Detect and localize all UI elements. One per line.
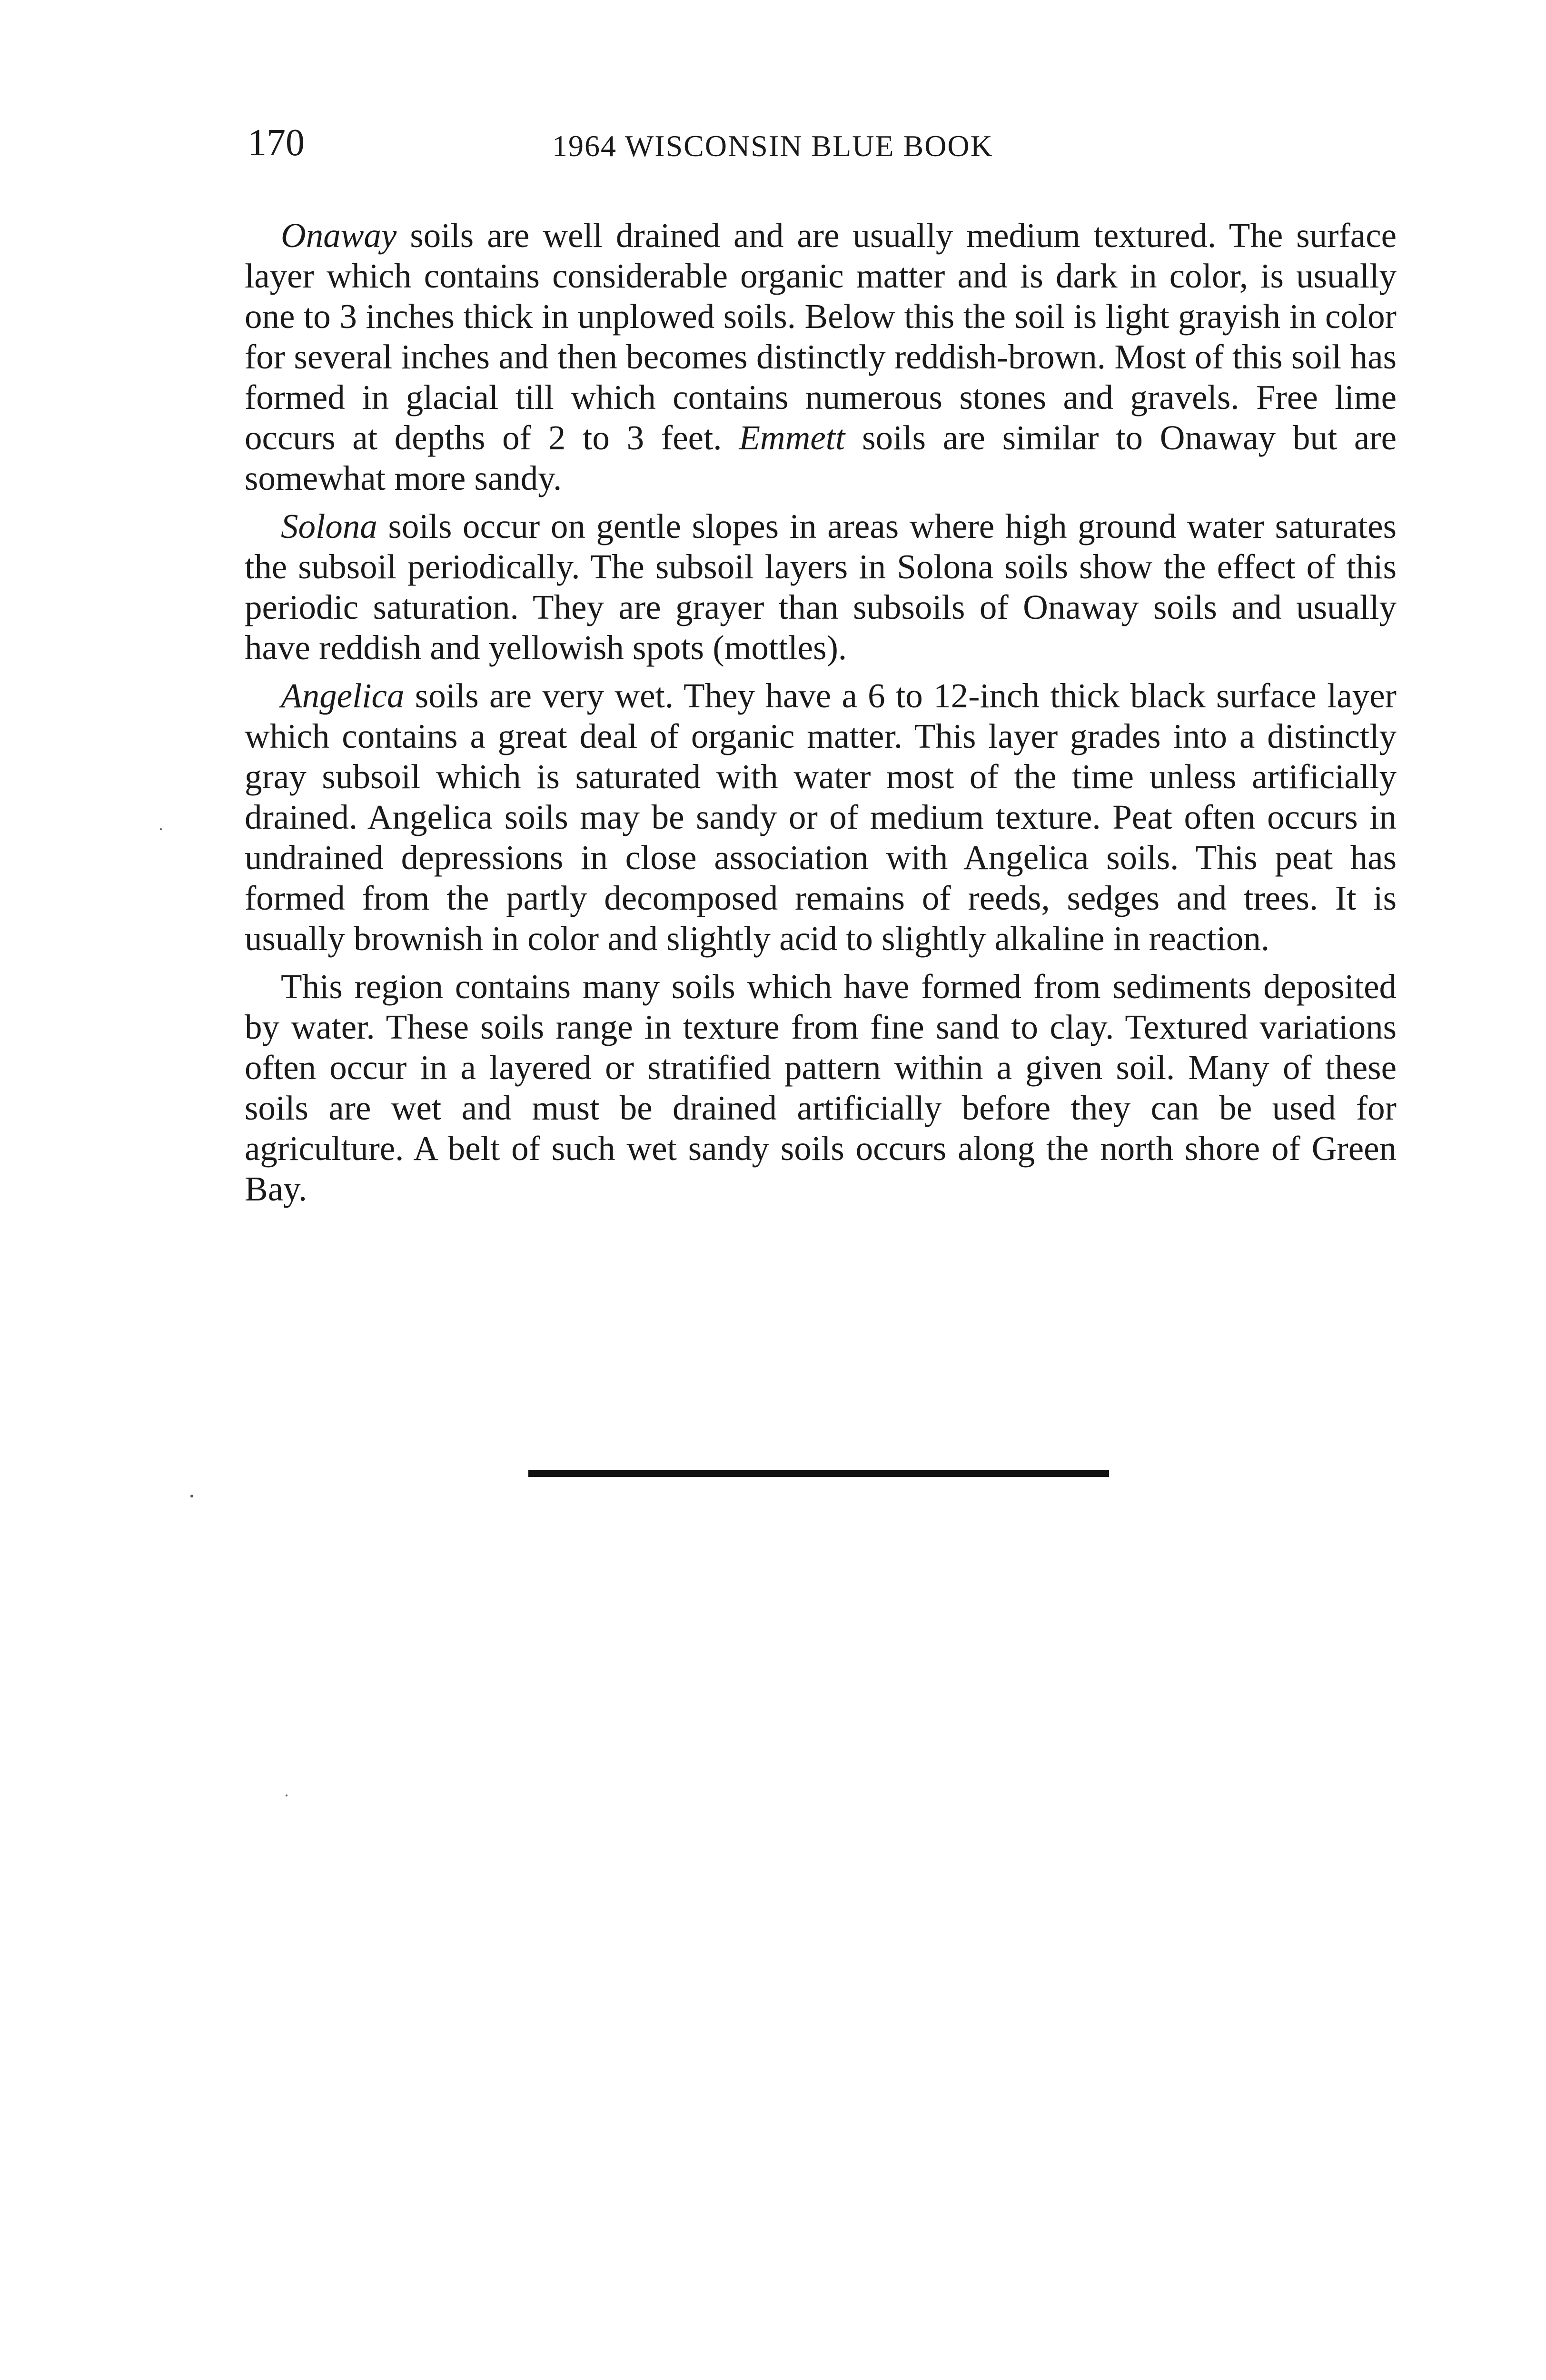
- soil-name-onaway: Onaway: [281, 216, 397, 255]
- paragraph-onaway-text: soils are well drained and are usually medium textured. The surface layer which contains considerable organic matter and is dark in color, is usually one to 3 inches thick in unplowed soils. Below this the soil is light grayish in color for several inches and then becomes distinctly reddish-brown. Most of this soil has formed in glacial till which contains numerous stones and gravels. Free lime occurs at depths of 2 to 3 feet.: [245, 216, 1397, 457]
- paragraph-onaway: [245, 215, 1397, 498]
- paragraph-angelica: [245, 675, 1397, 959]
- scan-speck: [286, 1795, 287, 1796]
- paragraph-region: [245, 966, 1397, 1209]
- body-text: [245, 215, 1397, 1217]
- soil-name-angelica: Angelica: [281, 676, 405, 715]
- paragraph-solona: [245, 506, 1397, 668]
- page-number: 170: [248, 122, 305, 164]
- page-header: [248, 119, 1390, 171]
- soil-name-emmett: Emmett: [739, 418, 845, 457]
- scan-speck: [160, 828, 162, 830]
- paragraph-region-text: This region contains many soils which have formed from sediments deposited by water. These soils range in texture from fine sand to clay. Textured variations often occur in a layered or stratified pattern within a given soil. Many of these soils are wet and must be drained artificially before they can be used for agriculture. A belt of such wet sandy soils occurs along the north shore of Green Bay.: [245, 967, 1397, 1208]
- scan-speck: [190, 1495, 193, 1497]
- paragraph-solona-text: soils occur on gentle slopes in areas where high ground water saturates the subsoil periodically. The subsoil layers in Solona soils show the effect of this periodic saturation. They are grayer than subsoils of Onaway soils and usually have reddish and yellowish spots (mottles).: [245, 507, 1397, 667]
- section-end-rule: [528, 1470, 1109, 1477]
- paragraph-onaway-tail: soils are similar to Onaway but are somewhat more sandy.: [245, 418, 1397, 497]
- soil-name-solona: Solona: [281, 507, 377, 545]
- running-head: 1964 WISCONSIN BLUE BOOK: [552, 129, 993, 163]
- paragraph-angelica-text: soils are very wet. They have a 6 to 12-inch thick black surface layer which contains a great deal of organic matter. This layer grades into a distinctly gray subsoil which is saturated with water most of the time unless artificially drained. Angelica soils may be sandy or of medium texture. Peat often occurs in undrained depressions in close association with Angelica soils. This peat has formed from the partly decomposed remains of reeds, sedges and trees. It is usually brownish in color and slightly acid to slightly alkaline in reaction.: [245, 676, 1397, 958]
